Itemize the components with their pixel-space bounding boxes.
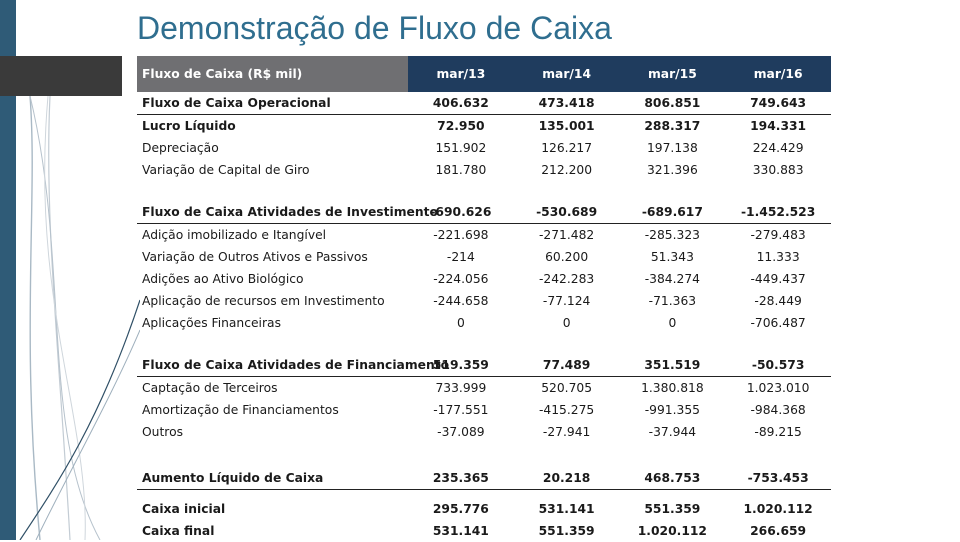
value-cell: 406.632	[432, 96, 489, 110]
value-cell: 181.780	[435, 163, 487, 177]
row-label: Amortização de Financiamentos	[142, 403, 339, 417]
value-cell: -1.452.523	[740, 205, 816, 219]
value-cell: 1.020.112	[637, 524, 707, 538]
value-cell: 0	[562, 316, 571, 330]
row-values	[408, 250, 831, 264]
value-cell: 20.218	[542, 471, 591, 485]
value-cell: -689.617	[641, 205, 703, 219]
table-row	[137, 290, 831, 312]
year-header: mar/13	[436, 67, 486, 81]
value-cell: -37.944	[648, 425, 697, 439]
row-label: Adições ao Ativo Biológico	[142, 272, 304, 286]
financing-section	[137, 354, 831, 443]
value-cell: 531.141	[538, 502, 595, 516]
value-cell: 295.776	[432, 502, 489, 516]
value-cell: -415.275	[538, 403, 595, 417]
table-row	[137, 268, 831, 290]
value-cell: 60.200	[545, 250, 589, 264]
value-cell: 151.902	[435, 141, 487, 155]
value-cell: -449.437	[750, 272, 806, 286]
row-label: Caixa final	[142, 524, 215, 538]
value-cell: -28.449	[754, 294, 802, 308]
table-row	[137, 520, 831, 542]
value-cell: 266.659	[750, 524, 807, 538]
value-cell: -753.453	[747, 471, 809, 485]
value-cell: 135.001	[538, 119, 595, 133]
value-cell: 1.023.010	[746, 381, 810, 395]
value-cell: 126.217	[541, 141, 593, 155]
row-values	[408, 502, 831, 516]
value-cell: 197.138	[646, 141, 698, 155]
value-cell: 1.020.112	[743, 502, 813, 516]
row-values	[408, 425, 831, 439]
value-cell: 351.519	[644, 358, 701, 372]
row-label: Aumento Líquido de Caixa	[142, 471, 324, 485]
value-cell: 224.429	[752, 141, 804, 155]
row-values	[408, 316, 831, 330]
table-row	[137, 137, 831, 159]
value-cell: -271.482	[538, 228, 595, 242]
row-values	[408, 524, 831, 538]
value-cell: 11.333	[756, 250, 800, 264]
value-cell: 520.705	[541, 381, 593, 395]
row-values	[408, 119, 831, 133]
title-tab-shape	[0, 56, 122, 96]
value-cell: -690.626	[430, 205, 492, 219]
value-cell: 806.851	[644, 96, 701, 110]
value-cell: 749.643	[750, 96, 807, 110]
row-values	[408, 272, 831, 286]
table-row	[137, 421, 831, 443]
table-row	[137, 115, 831, 137]
row-values	[408, 381, 831, 395]
year-headers	[408, 56, 831, 92]
row-values	[408, 96, 831, 110]
table-row	[137, 377, 831, 399]
row-label: Caixa inicial	[142, 502, 226, 516]
row-values	[408, 471, 831, 485]
table-row	[137, 354, 831, 377]
year-header: mar/16	[753, 67, 803, 81]
value-cell: 519.359	[432, 358, 489, 372]
value-cell: 531.141	[432, 524, 489, 538]
row-label: Aplicação de recursos em Investimento	[142, 294, 385, 308]
value-cell: -221.698	[433, 228, 489, 242]
value-cell: -71.363	[648, 294, 697, 308]
value-cell: -991.355	[644, 403, 701, 417]
value-cell: -242.283	[538, 272, 595, 286]
row-label: Captação de Terceiros	[142, 381, 278, 395]
value-cell: 551.359	[538, 524, 595, 538]
value-cell: -285.323	[644, 228, 701, 242]
table-row	[137, 467, 831, 490]
value-cell: 77.489	[542, 358, 591, 372]
value-cell: -50.573	[751, 358, 805, 372]
row-values	[408, 358, 831, 372]
row-label: Depreciação	[142, 141, 219, 155]
row-values	[408, 228, 831, 242]
table-row	[137, 312, 831, 334]
value-cell: -37.089	[437, 425, 485, 439]
value-cell: -244.658	[433, 294, 489, 308]
value-cell: 468.753	[644, 471, 701, 485]
value-cell: 321.396	[646, 163, 698, 177]
value-cell: 288.317	[644, 119, 701, 133]
value-cell: 72.950	[437, 119, 485, 133]
table-row	[137, 224, 831, 246]
row-label: Fluxo de Caixa Atividades de Investimento	[142, 205, 438, 219]
row-label: Variação de Capital de Giro	[142, 163, 310, 177]
row-label: Variação de Outros Ativos e Passivos	[142, 250, 368, 264]
investing-section	[137, 201, 831, 334]
table-row	[137, 246, 831, 268]
value-cell: -279.483	[750, 228, 806, 242]
row-values	[408, 163, 831, 177]
value-cell: -77.124	[542, 294, 591, 308]
value-cell: 235.365	[432, 471, 489, 485]
header-label: Fluxo de Caixa (R$ mil)	[137, 56, 408, 92]
value-cell: -384.274	[644, 272, 701, 286]
row-label: Outros	[142, 425, 184, 439]
operating-section	[137, 92, 831, 181]
value-cell: 212.200	[541, 163, 593, 177]
page-title: Demonstração de Fluxo de Caixa	[137, 10, 612, 46]
year-header: mar/14	[542, 67, 592, 81]
value-cell: -214	[446, 250, 475, 264]
value-cell: -706.487	[750, 316, 806, 330]
row-label: Fluxo de Caixa Operacional	[142, 96, 331, 110]
value-cell: 330.883	[752, 163, 804, 177]
value-cell: 473.418	[538, 96, 595, 110]
table-row	[137, 92, 831, 115]
net-section	[137, 467, 831, 490]
table-row	[137, 399, 831, 421]
value-cell: 51.343	[650, 250, 694, 264]
value-cell: -89.215	[754, 425, 802, 439]
row-label: Lucro Líquido	[142, 119, 236, 133]
row-values	[408, 141, 831, 155]
value-cell: -530.689	[536, 205, 598, 219]
value-cell: -177.551	[433, 403, 489, 417]
row-label: Adição imobilizado e Itangível	[142, 228, 327, 242]
row-values	[408, 294, 831, 308]
value-cell: 0	[668, 316, 677, 330]
table-header	[137, 56, 831, 92]
value-cell: 551.359	[644, 502, 701, 516]
cash-flow-table	[137, 56, 831, 542]
value-cell: 733.999	[435, 381, 487, 395]
table-row	[137, 159, 831, 181]
year-header: mar/15	[647, 67, 697, 81]
value-cell: 0	[456, 316, 465, 330]
cash-section	[137, 498, 831, 542]
row-label: Aplicações Financeiras	[142, 316, 281, 330]
row-values	[408, 205, 831, 219]
table-row	[137, 201, 831, 224]
value-cell: -27.941	[542, 425, 591, 439]
value-cell: -224.056	[433, 272, 489, 286]
table-row	[137, 498, 831, 520]
row-label: Fluxo de Caixa Atividades de Financiamento	[142, 358, 450, 372]
value-cell: -984.368	[750, 403, 806, 417]
value-cell: 194.331	[750, 119, 807, 133]
value-cell: 1.380.818	[641, 381, 704, 395]
row-values	[408, 403, 831, 417]
